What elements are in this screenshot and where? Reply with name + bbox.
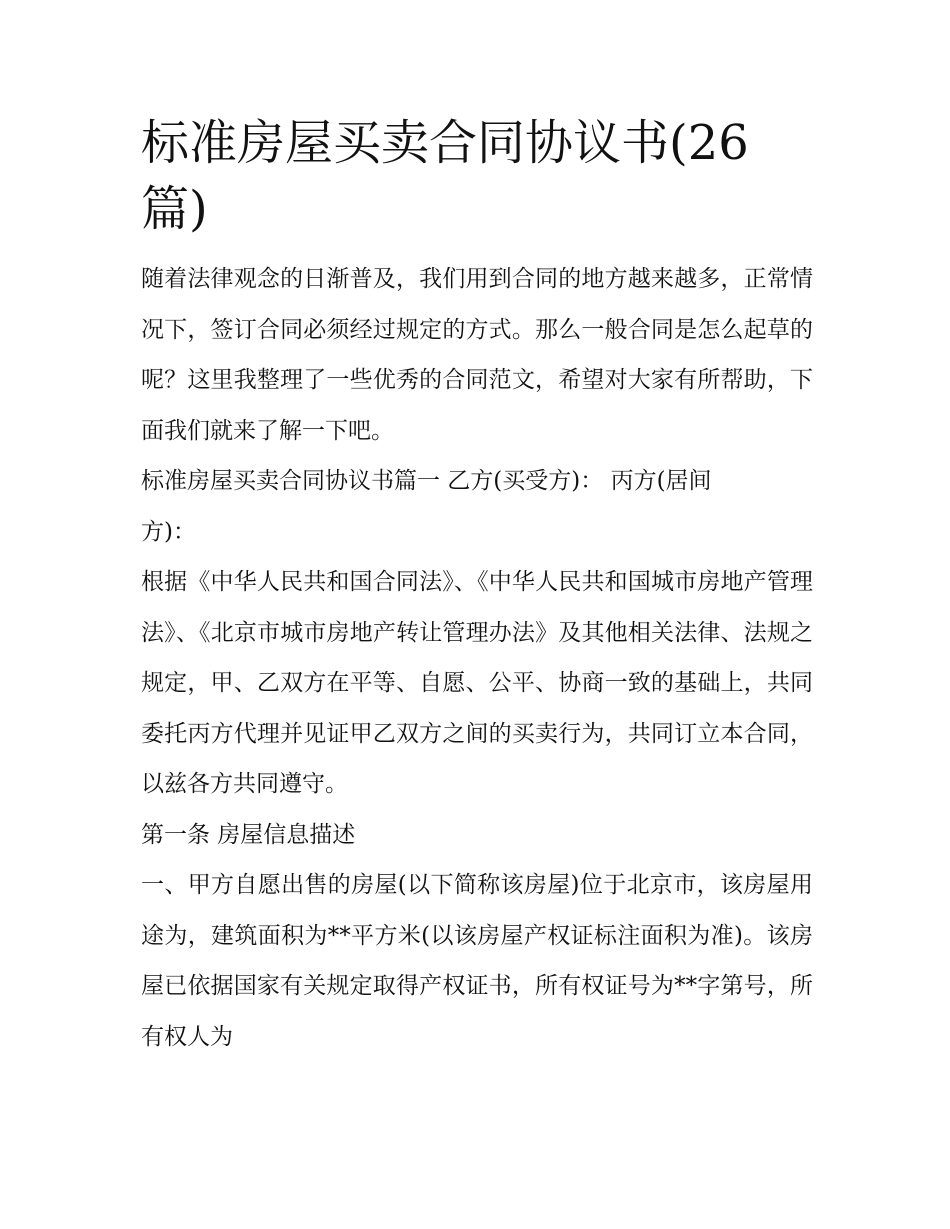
contract-heading-paragraph: 标准房屋买卖合同协议书篇一 乙方(买受方)： 丙方(居间方)： (141, 468, 712, 545)
document-title: 标准房屋买卖合同协议书(26篇) (141, 115, 749, 237)
article-one-heading: 第一条 房屋信息描述 (141, 821, 356, 848)
legal-basis-paragraph: 根据《中华人民共和国合同法》、《中华人民共和国城市房地产管理法》、《北京市城市房地产转让管理办法》及其他相关法律、法规之规定，甲、乙双方在平等、自愿、公平、协商一致的基础上，共同委托丙方代理并见证甲乙双方之间的买卖行为，共同订立本合同，以兹各方共同遵守。 (141, 569, 813, 797)
property-description-paragraph: 一、甲方自愿出售的房屋(以下简称该房屋)位于北京市，该房屋用途为，建筑面积为**平方米(以该房屋产权证标注面积为准)。该房屋已依据国家有关规定取得产权证书，所有权证号为**字第号，所有权人为 (141, 872, 813, 1050)
intro-paragraph: 随着法律观念的日渐普及，我们用到合同的地方越来越多，正常情况下，签订合同必须经过规定的方式。那么一般合同是怎么起草的呢？这里我整理了一些优秀的合同范文，希望对大家有所帮助，下面我们就来了解一下吧。 (141, 266, 813, 444)
document-page (141, 110, 813, 1062)
